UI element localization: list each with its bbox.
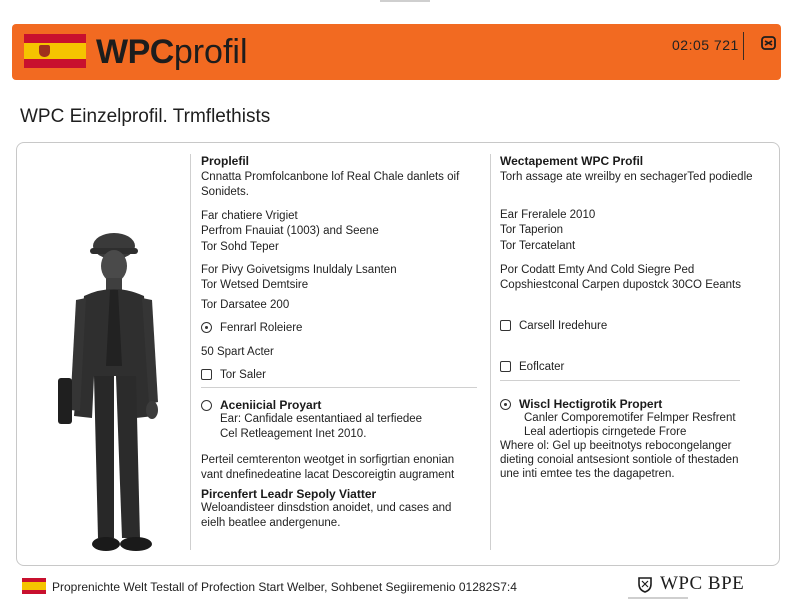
footer-logo[interactable]: WPC BPE (660, 573, 745, 594)
left-para2-line: eielh beatlee andergenune. (201, 517, 341, 529)
column-divider-right (490, 154, 491, 550)
right-section2-heading[interactable] (500, 397, 662, 412)
flag-stripe-bottom (24, 59, 86, 68)
right-group2-line: Copshiestconal Carpen dupostck 30CO Eeants (500, 279, 742, 291)
flag-stripe-middle (24, 43, 86, 59)
right-group1-line: Tor Tercatelant (500, 240, 576, 252)
header-divider (743, 32, 744, 60)
checkbox-label: Eoflcater (519, 361, 565, 373)
left-date-line: Tor Darsatee 200 (201, 299, 290, 311)
brand-light: profil (173, 33, 248, 71)
settings-icon[interactable] (760, 34, 778, 52)
left-section2-heading[interactable] (201, 398, 321, 413)
flag-stripe-bottom (22, 590, 46, 594)
app-logo[interactable] (96, 32, 248, 72)
right-para1-line: une inti emtee tes the dagapetren. (500, 468, 675, 480)
window-top-edge (380, 0, 430, 2)
worker-figure-image (40, 226, 165, 558)
footer-text: Proprenichte Welt Testall of Profection Start Welber, Sohbenet Segiiremenio 01282S7:4 (52, 580, 517, 594)
left-sport-line: 50 Spart Acter (201, 346, 274, 358)
checkbox-saler[interactable] (201, 368, 266, 383)
window-bottom-edge (628, 597, 688, 599)
checkbox-label: Tor Saler (220, 369, 267, 381)
right-intro-line: Torh assage ate wreilby en sechagerTed podiedle (500, 171, 753, 183)
flag-stripe-top (24, 34, 86, 43)
checkbox-icon[interactable] (201, 369, 212, 380)
left-para1-line: Perteil cemterenton weotget in sorfigrtian enonian (201, 454, 455, 466)
page-title: WPC Einzelprofil. Trmflethists (20, 106, 271, 127)
column-divider-left (190, 154, 191, 550)
left-para2-line: Weloandisteer dinsdstion anoidet, und cases and (201, 502, 452, 514)
left-group1-line: Far chatiere Vrigiet (201, 210, 298, 222)
radio-icon[interactable] (500, 399, 511, 410)
right-section2-line: Canler Comporemotifer Felmper Resfrent (524, 412, 736, 424)
brand-bold: WPC (96, 33, 174, 71)
left-intro-line-1: Cnnatta Promfolcanbone lof Real Chale danlets oif (201, 171, 460, 183)
right-separator (500, 380, 740, 381)
right-group1-line: Ear Freralele 2010 (500, 209, 596, 221)
left-sub-heading: Pircenfert Leadr Sepoly Viatter (201, 487, 377, 501)
flag-crest-icon (39, 45, 50, 57)
left-section2-line: Cel Retleagement Inet 2010. (220, 428, 367, 440)
radio-label: Fenrarl Roleiere (220, 322, 303, 334)
radio-icon[interactable] (201, 400, 212, 411)
checkbox-eoflcater[interactable] (500, 360, 564, 375)
right-para1-line: Where ol: Gel up beeitnotys rebocongelanger (500, 440, 732, 452)
left-group1-line: Tor Sohd Teper (201, 241, 279, 253)
shield-icon (636, 575, 654, 593)
left-column-heading: Proplefil (201, 154, 250, 168)
radio-option-roleiere[interactable] (201, 321, 302, 336)
left-section2-line: Ear: Canfidale esentantiaed al terfiedee (220, 413, 423, 425)
footer-flag-icon (22, 578, 46, 594)
radio-icon[interactable] (201, 322, 212, 333)
left-group2-line: Tor Wetsed Demtsire (201, 279, 309, 291)
spain-flag (24, 34, 86, 68)
right-column-heading: Wectapement WPC Profil (500, 154, 644, 168)
right-group2-line: Por Codatt Emty And Cold Siegre Ped (500, 264, 695, 276)
checkbox-icon[interactable] (500, 361, 511, 372)
right-section2-title: Wiscl Hectigrotik Propert (519, 397, 663, 411)
flag-stripe-middle (22, 582, 46, 590)
checkbox-label: Carsell Iredehure (519, 320, 608, 332)
left-separator (201, 387, 477, 388)
right-para1-line: dieting conoial antsesiont sontiole of thestaden (500, 454, 739, 466)
checkbox-icon[interactable] (500, 320, 511, 331)
checkbox-iredehure[interactable] (500, 319, 607, 334)
right-section2-line: Leal adertiopis cirngetede Frore (524, 426, 687, 438)
left-para1-line: vant dnefinedeatine lacat Descoreigtin augrament (201, 469, 455, 481)
right-group1-line: Tor Taperion (500, 224, 564, 236)
left-group1-line: Perfrom Fnauiat (1003) and Seene (201, 225, 379, 237)
left-group2-line: For Pivy Goivetsigms Inuldaly Lsanten (201, 264, 397, 276)
left-intro-line-2: Sonidets. (201, 186, 249, 198)
app-header (12, 24, 781, 80)
header-clock: 02:05 721 (672, 37, 739, 53)
left-section2-title: Aceniicial Proyart (220, 398, 322, 412)
